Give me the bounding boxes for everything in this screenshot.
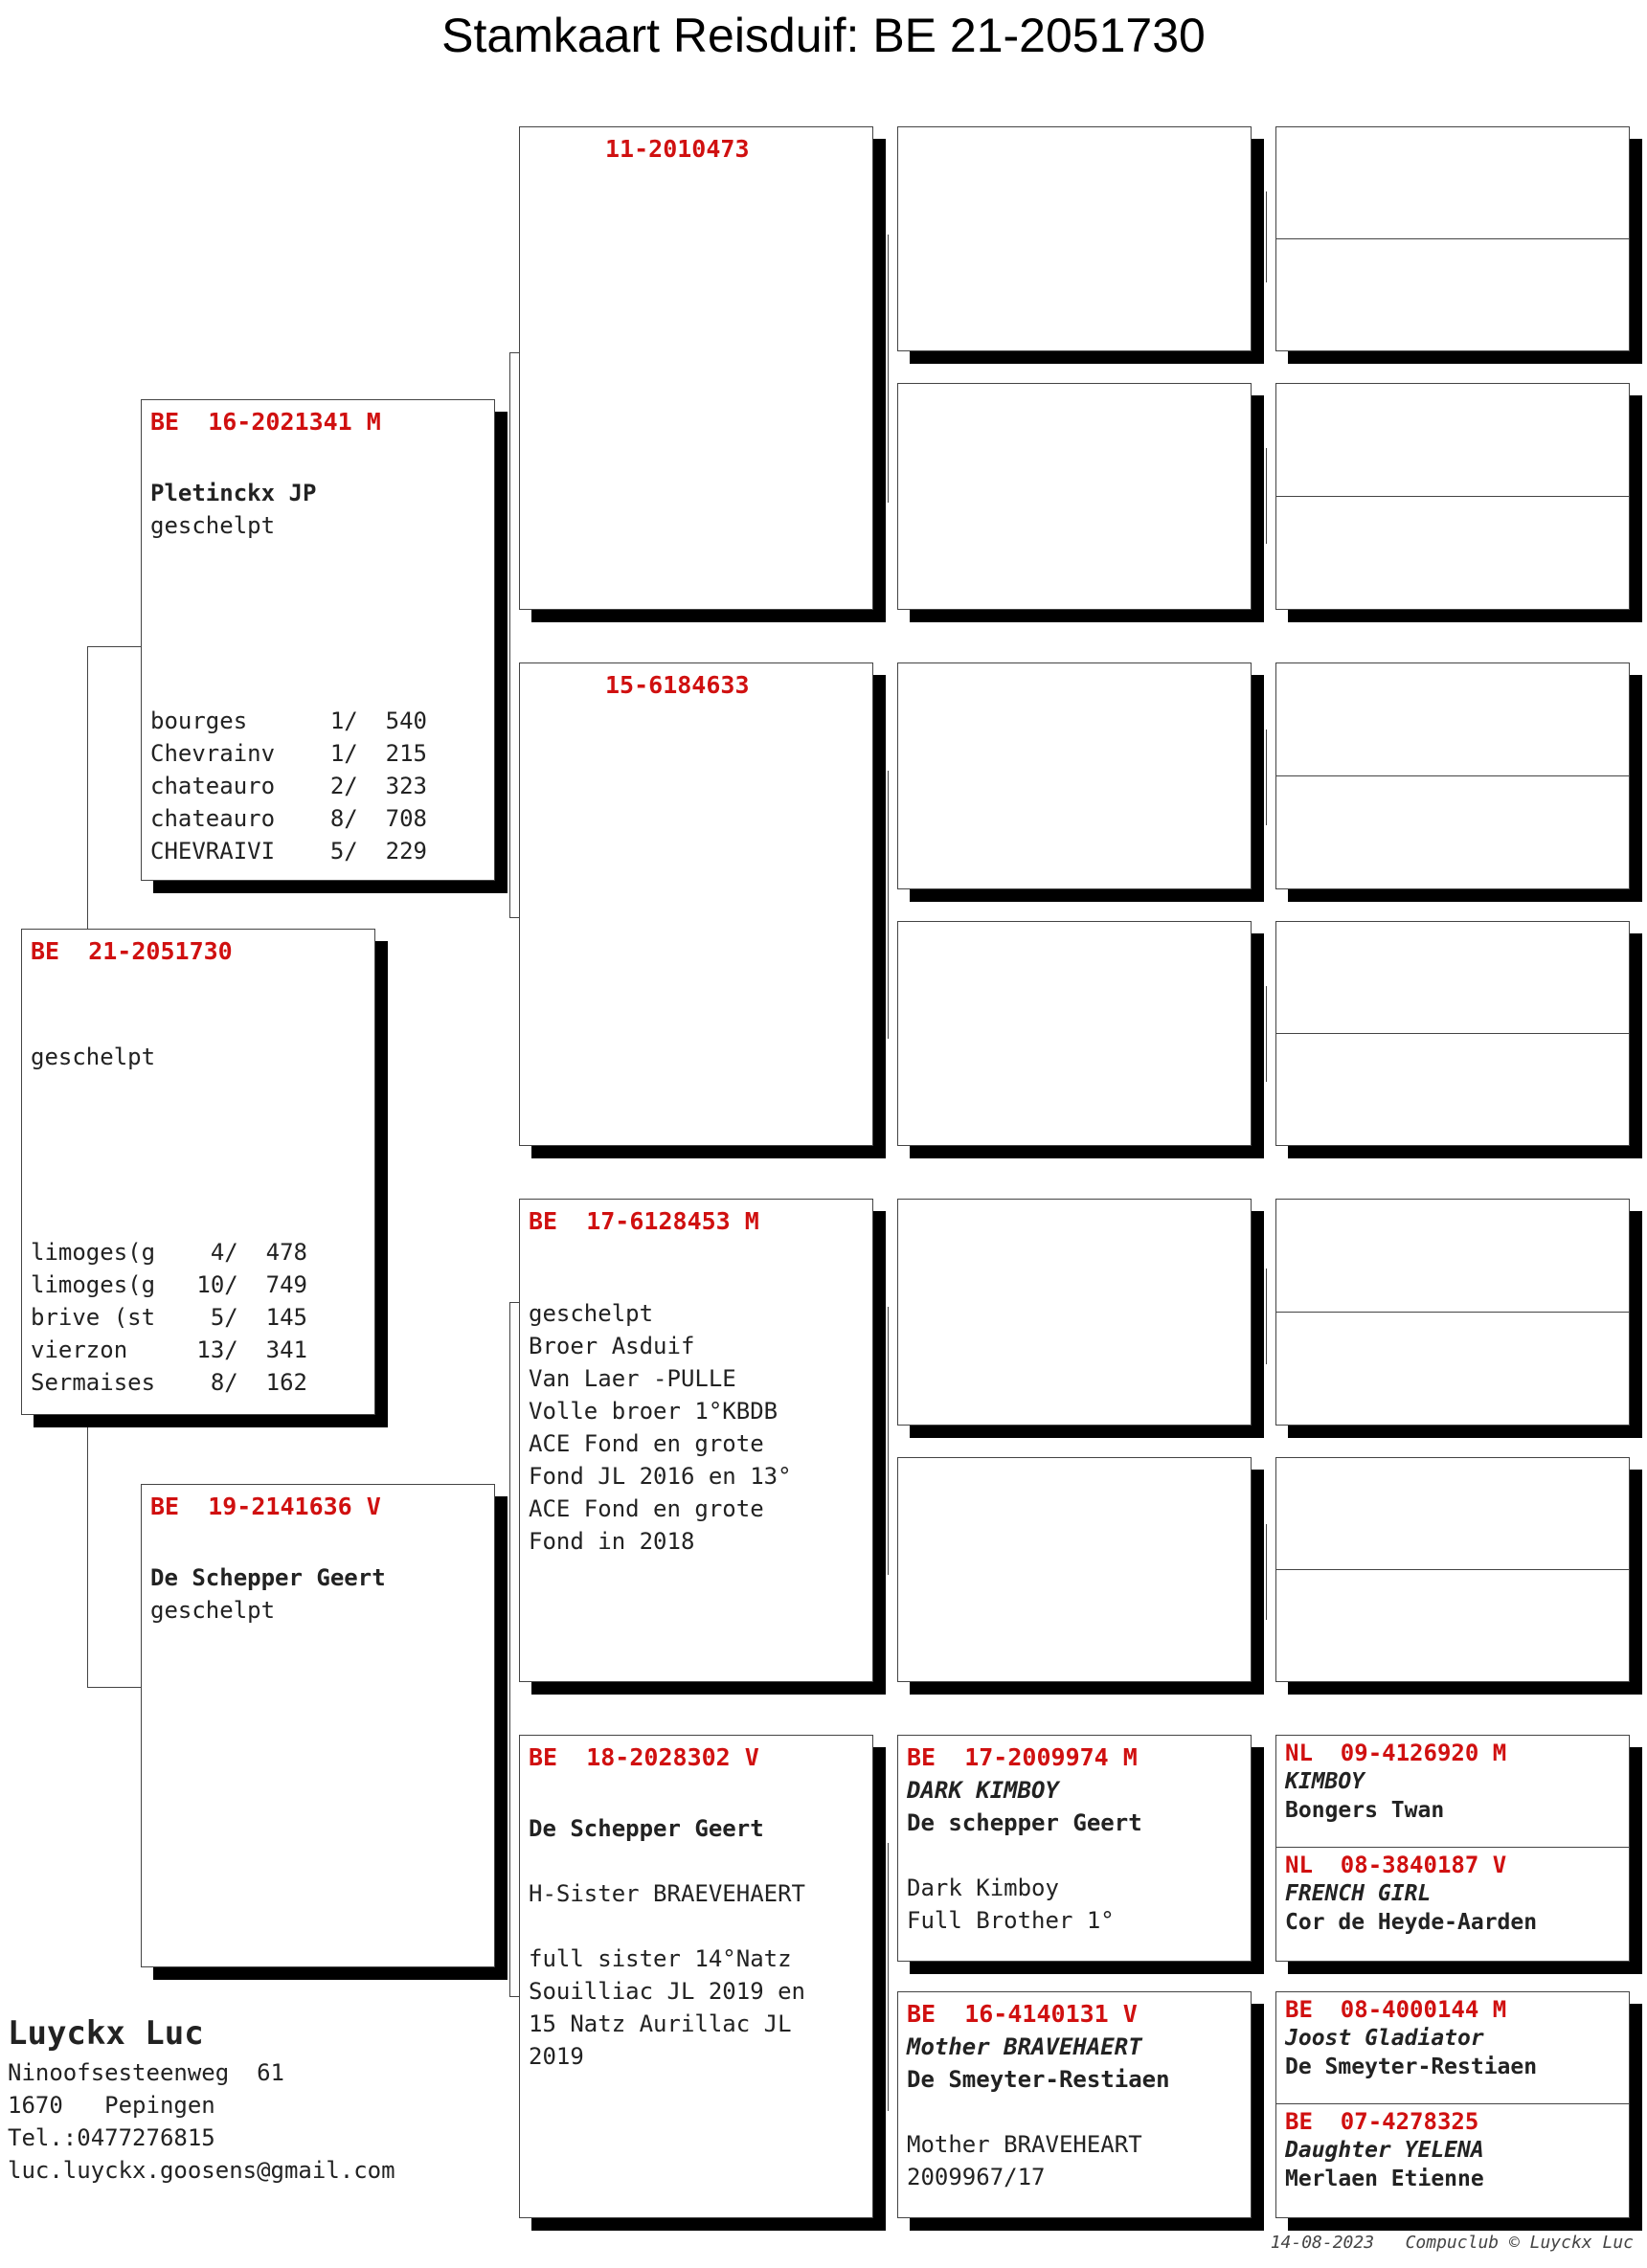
- mmff-breeder: Bongers Twan: [1285, 1798, 1445, 1823]
- mm-note: H-Sister BRAEVEHAERT: [529, 1880, 805, 1907]
- result-line: Sermaises 8/ 162: [31, 1369, 307, 1396]
- mf-ring: BE 17-6128453 M: [529, 1207, 759, 1235]
- mmmm-ring: BE 07-4278325: [1285, 2108, 1479, 2135]
- grandfather-mother-card[interactable]: [519, 1199, 873, 1682]
- connector: [1266, 448, 1267, 544]
- mm-breeder: De Schepper Geert: [529, 1815, 764, 1842]
- empty-pedigree-card[interactable]: [1275, 1199, 1630, 1426]
- mmf-note: Dark Kimboy: [907, 1875, 1059, 1901]
- result-line: vierzon 13/ 341: [31, 1336, 307, 1363]
- fm-ring: 15-6184633: [605, 671, 750, 699]
- owner-city: 1670 Pepingen: [8, 2092, 215, 2119]
- owner-street: Ninoofsesteenweg 61: [8, 2059, 284, 2086]
- result-line: chateauro 2/ 323: [150, 773, 427, 799]
- mmff-entry: [1276, 1736, 1629, 1828]
- result-line: limoges(g 10/ 749: [31, 1271, 307, 1298]
- connector: [509, 352, 519, 353]
- mmmm-entry: [1276, 2104, 1629, 2196]
- mmff-ring: NL 09-4126920 M: [1285, 1740, 1507, 1766]
- connector: [1266, 1269, 1267, 1364]
- mm-note: full sister 14°Natz: [529, 1945, 792, 1972]
- page-title: Stamkaart Reisduif: BE 21-2051730: [441, 9, 1206, 62]
- mmff-pigeon-name: KIMBOY: [1285, 1769, 1365, 1794]
- result-line: CHEVRAIVI 5/ 229: [150, 838, 427, 865]
- mm-note: [529, 1910, 864, 1942]
- mmmm-pigeon-name: Daughter YELENA: [1285, 2138, 1484, 2163]
- empty-pedigree-card[interactable]: [897, 126, 1252, 351]
- mf-note: ACE Fond en grote: [529, 1430, 764, 1457]
- connector: [87, 646, 88, 929]
- connector: [888, 235, 889, 503]
- great-great-grandparents-card[interactable]: [1275, 1735, 1630, 1962]
- result-line: brive (st 5/ 145: [31, 1304, 307, 1331]
- empty-pedigree-card[interactable]: [1275, 126, 1630, 351]
- result-line: bourges 1/ 540: [150, 707, 427, 734]
- mmmf-pigeon-name: Joost Gladiator: [1285, 2026, 1484, 2051]
- father-breeder: Pletinckx JP: [150, 480, 317, 506]
- mmmm-breeder: Merlaen Etienne: [1285, 2167, 1484, 2191]
- subject-note: geschelpt: [31, 1044, 156, 1070]
- mmm-breeder: De Smeyter-Restiaen: [907, 2066, 1170, 2093]
- empty-pedigree-card[interactable]: [897, 921, 1252, 1146]
- mmm-ring: BE 16-4140131 V: [907, 2000, 1138, 2028]
- mother-breeder: De Schepper Geert: [150, 1564, 386, 1591]
- great-great-grandparents-card[interactable]: [1275, 1991, 1630, 2218]
- owner-name: Luyckx Luc: [8, 2014, 204, 2053]
- grandmother-father-card[interactable]: [519, 662, 873, 1146]
- connector: [87, 646, 141, 647]
- mmfm-entry: [1276, 1848, 1629, 1940]
- result-line: Chevrainv 1/ 215: [150, 740, 427, 767]
- mf-note: Broer Asduif: [529, 1333, 695, 1359]
- mmf-ring: BE 17-2009974 M: [907, 1743, 1138, 1771]
- great-grandfather-card[interactable]: [897, 1735, 1252, 1962]
- mf-note: geschelpt: [529, 1300, 654, 1327]
- connector: [87, 1687, 141, 1688]
- mmf-note: Full Brother 1°: [907, 1907, 1115, 1934]
- mmmf-entry: [1276, 1992, 1629, 2084]
- empty-pedigree-card[interactable]: [1275, 1457, 1630, 1682]
- mf-note: Fond JL 2016 en 13°: [529, 1463, 792, 1490]
- connector: [1266, 730, 1267, 825]
- father-note: geschelpt: [150, 512, 276, 539]
- empty-pedigree-card[interactable]: [897, 383, 1252, 610]
- mmf-breeder: De schepper Geert: [907, 1809, 1142, 1836]
- connector: [509, 352, 510, 917]
- father-card[interactable]: [141, 399, 495, 881]
- mmfm-pigeon-name: FRENCH GIRL: [1285, 1881, 1432, 1906]
- empty-pedigree-card[interactable]: [1275, 921, 1630, 1146]
- mother-card[interactable]: [141, 1484, 495, 1967]
- subject-ring: BE 21-2051730: [31, 937, 233, 965]
- owner-block: [8, 2010, 395, 2187]
- mmfm-breeder: Cor de Heyde-Aarden: [1285, 1910, 1538, 1935]
- result-line: chateauro 8/ 708: [150, 805, 427, 832]
- mmm-note: Mother BRAVEHEART: [907, 2131, 1142, 2158]
- mf-note: Van Laer -PULLE: [529, 1365, 736, 1392]
- mmm-note: 2009967/17: [907, 2164, 1046, 2190]
- mm-note: Souilliac JL 2019 en: [529, 1978, 805, 2005]
- mother-note: geschelpt: [150, 1597, 276, 1624]
- empty-pedigree-card[interactable]: [897, 1199, 1252, 1426]
- mmf-pigeon-name: DARK KIMBOY: [907, 1777, 1059, 1804]
- mm-note: 2019: [529, 2043, 584, 2070]
- mf-note: ACE Fond en grote: [529, 1495, 764, 1522]
- footer-credit: 14-08-2023 Compuclub © Luyckx Luc: [1270, 2233, 1634, 2253]
- connector: [87, 1419, 88, 1687]
- great-grandmother-card[interactable]: [897, 1991, 1252, 2218]
- owner-email: luc.luyckx.goosens@gmail.com: [8, 2157, 395, 2184]
- connector: [509, 917, 519, 918]
- connector: [1266, 986, 1267, 1082]
- empty-pedigree-card[interactable]: [1275, 383, 1630, 610]
- connector: [1266, 1524, 1267, 1620]
- mmmf-ring: BE 08-4000144 M: [1285, 1996, 1507, 2023]
- empty-pedigree-card[interactable]: [1275, 662, 1630, 889]
- result-line: limoges(g 4/ 478: [31, 1239, 307, 1266]
- ff-ring: 11-2010473: [605, 135, 750, 163]
- owner-phone: Tel.:0477276815: [8, 2124, 215, 2151]
- mmfm-ring: NL 08-3840187 V: [1285, 1852, 1507, 1878]
- mm-ring: BE 18-2028302 V: [529, 1743, 759, 1771]
- mmmf-breeder: De Smeyter-Restiaen: [1285, 2055, 1538, 2079]
- mother-ring: BE 19-2141636 V: [150, 1493, 381, 1520]
- father-ring: BE 16-2021341 M: [150, 408, 381, 436]
- grandfather-father-card[interactable]: [519, 126, 873, 610]
- empty-pedigree-card[interactable]: [897, 1457, 1252, 1682]
- mm-note: 15 Natz Aurillac JL: [529, 2010, 792, 2037]
- grandmother-mother-card[interactable]: [519, 1735, 873, 2218]
- empty-pedigree-card[interactable]: [897, 662, 1252, 889]
- connector: [509, 1302, 519, 1303]
- connector: [888, 771, 889, 1039]
- connector: [509, 1996, 519, 1997]
- mf-note: Fond in 2018: [529, 1528, 695, 1555]
- connector: [888, 1843, 889, 2111]
- connector: [509, 1302, 510, 1996]
- connector: [1266, 191, 1267, 282]
- subject-card[interactable]: [21, 929, 375, 1415]
- connector: [888, 1307, 889, 1575]
- mf-note: Volle broer 1°KBDB: [529, 1398, 778, 1425]
- mmm-pigeon-name: Mother BRAVEHAERT: [907, 2033, 1142, 2060]
